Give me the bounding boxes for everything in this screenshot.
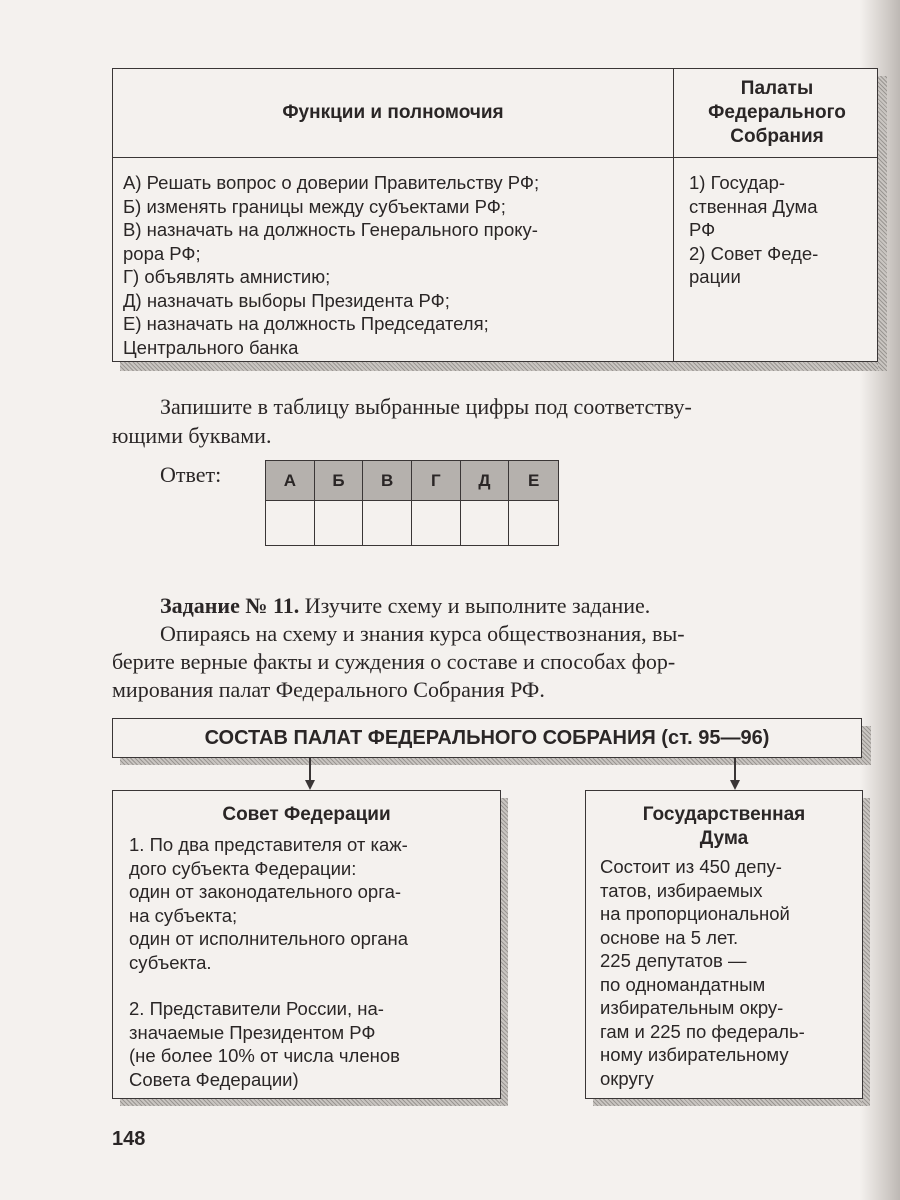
page-number: 148 — [112, 1128, 146, 1150]
duma-line: 225 депутатов — — [600, 950, 747, 971]
scheme-title-shadow — [120, 757, 870, 765]
function-item: Д) назначать выборы Президента РФ; — [123, 289, 450, 311]
council-line: субъекта. — [129, 951, 212, 973]
council-line: на субъекта; — [129, 904, 238, 926]
function-item: Г) объявлять амнистию; — [123, 266, 331, 287]
duma-title — [600, 803, 848, 851]
column-divider — [673, 69, 674, 361]
task11-text — [112, 592, 685, 704]
duma-box-shadow — [593, 1098, 870, 1106]
function-item: В) назначать на должность Генерального проку- — [123, 219, 538, 240]
answer-letter: Е — [509, 461, 558, 501]
answer-letter: Г — [412, 461, 461, 501]
answer-letter: Д — [461, 461, 510, 501]
header-line: Федерального — [708, 102, 846, 123]
function-item: рора РФ; — [123, 242, 201, 264]
chamber-item: 2) Совет Феде- — [689, 242, 819, 264]
duma-line: избирательным окру- — [600, 997, 784, 1018]
chamber-item: ственная Дума — [689, 195, 818, 217]
answer-cell[interactable] — [315, 501, 364, 545]
duma-title-line: Дума — [699, 828, 749, 849]
task11-title: Задание № 11. — [160, 593, 300, 618]
table-shadow-right — [878, 76, 887, 371]
table-shadow — [120, 362, 886, 371]
arrow-down-icon — [305, 780, 315, 790]
task11-title-rest: Изучите схему и выполните задание. — [299, 593, 651, 618]
header-line: Собрания — [730, 126, 824, 147]
answer-cell[interactable] — [266, 501, 315, 545]
duma-line: Состоит из 450 депу- — [600, 856, 782, 877]
instruction-text — [112, 392, 692, 450]
duma-body — [600, 855, 848, 1090]
function-item: А) Решать вопрос о доверии Правительству РФ; — [123, 172, 540, 193]
duma-line: основе на 5 лет. — [600, 926, 739, 948]
answer-cell[interactable] — [461, 501, 510, 545]
council-line: Совета Федерации) — [129, 1068, 299, 1090]
scheme-title-shadow-right — [862, 726, 871, 765]
duma-line: по одномандатным — [600, 973, 766, 995]
answer-cell[interactable] — [412, 501, 461, 545]
answer-label: Ответ: — [160, 462, 222, 487]
council-box-shadow-right — [500, 798, 508, 1106]
chamber-item: 1) Государ- — [689, 172, 786, 193]
task11-heading — [112, 592, 685, 620]
arrow-line — [734, 758, 736, 782]
arrow-line — [309, 758, 311, 782]
instruction-line: ющими буквами. — [112, 423, 272, 448]
answer-letter: В — [363, 461, 412, 501]
chamber-item: РФ — [689, 219, 716, 240]
header-functions: Функции и полномочия — [282, 102, 504, 123]
header-divider — [113, 157, 877, 158]
answer-letter: А — [266, 461, 315, 501]
answer-cell[interactable] — [363, 501, 412, 545]
answer-cell[interactable] — [509, 501, 558, 545]
task11-line: берите верные факты и суждения о составе и способах фор- — [112, 649, 676, 674]
chamber-item: рации — [689, 266, 741, 287]
instruction-line: Запишите в таблицу выбранные цифры под соответству- — [160, 394, 692, 419]
chambers-list — [689, 171, 818, 289]
council-line: один от законодательного орга- — [129, 881, 402, 902]
answer-letter: Б — [315, 461, 364, 501]
duma-line: ному избирательному — [600, 1044, 789, 1065]
scheme-title-box — [112, 718, 862, 758]
council-body — [129, 833, 484, 1091]
header-chambers — [675, 77, 879, 149]
function-item: Центрального банка — [123, 336, 299, 358]
council-line: (не более 10% от числа членов — [129, 1045, 400, 1066]
council-line: 2. Представители России, на- — [129, 998, 384, 1019]
duma-line: на пропорциональной — [600, 903, 790, 924]
functions-table — [112, 68, 878, 362]
duma-box — [585, 790, 863, 1099]
council-line: один от исполнительного органа — [129, 928, 409, 949]
duma-line: гам и 225 по федераль- — [600, 1020, 805, 1042]
duma-title-line: Государственная — [642, 804, 806, 825]
council-line: 1. По два представителя от каж- — [129, 834, 408, 855]
council-line: дого субъекта Федерации: — [129, 857, 357, 879]
duma-box-shadow-right — [862, 798, 870, 1106]
arrow-down-icon — [730, 780, 740, 790]
council-title: Совет Федерации — [222, 804, 391, 825]
task11-line: мирования палат Федерального Собрания РФ. — [112, 677, 545, 702]
council-box-shadow — [120, 1098, 508, 1106]
functions-list — [123, 171, 539, 359]
function-item: Е) назначать на должность Председателя; — [123, 313, 489, 334]
council-line: значаемые Президентом РФ — [129, 1021, 376, 1043]
duma-line: округу — [600, 1067, 654, 1089]
council-box — [112, 790, 501, 1099]
task11-line: Опираясь на схему и знания курса обществознания, вы- — [160, 621, 685, 646]
header-line: Палаты — [740, 78, 814, 99]
duma-line: татов, избираемых — [600, 879, 763, 901]
scheme-title: СОСТАВ ПАЛАТ ФЕДЕРАЛЬНОГО СОБРАНИЯ (ст. 95—96) — [204, 726, 770, 749]
answer-grid — [265, 460, 559, 546]
function-item: Б) изменять границы между субъектами РФ; — [123, 195, 506, 217]
